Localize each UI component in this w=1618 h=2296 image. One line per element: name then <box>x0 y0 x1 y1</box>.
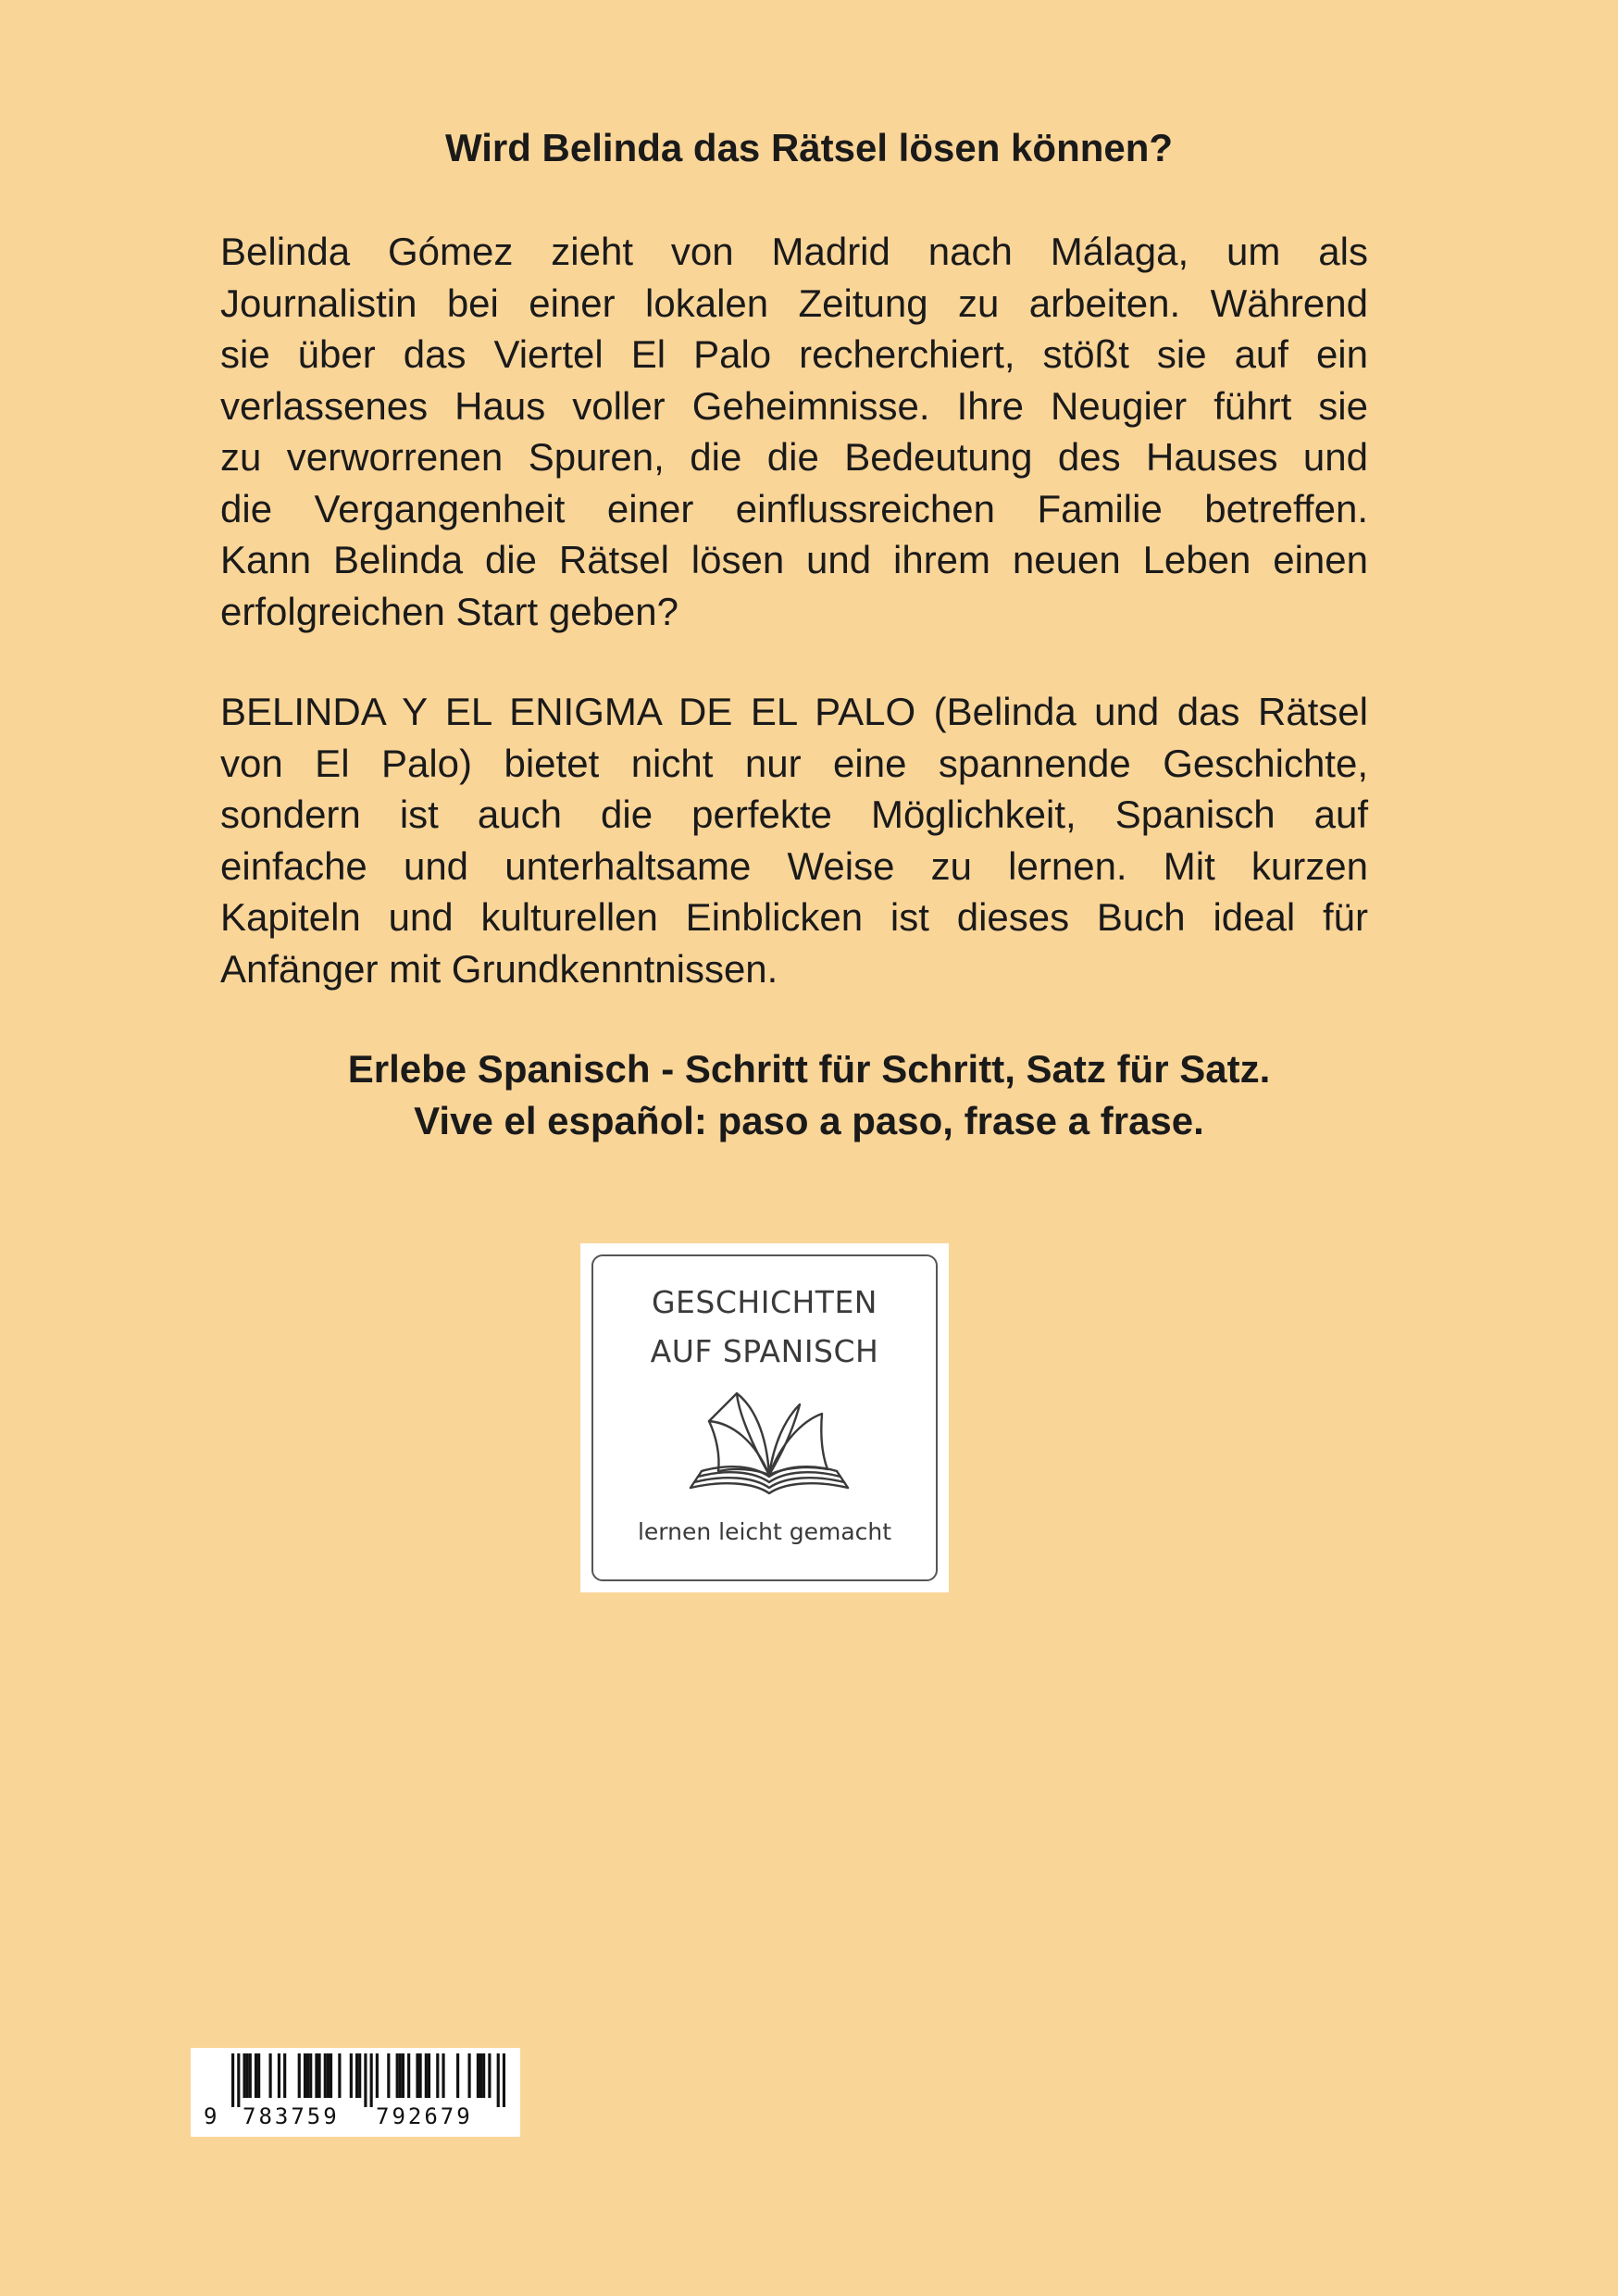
synopsis-line: Journalistin bei einer lokalen Zeitung zu arbeiten. Während <box>220 281 1368 325</box>
barcode-bar <box>503 2053 505 2107</box>
description-line: einfache und unterhaltsame Weise zu lernen. Mit kurzen <box>220 843 1368 888</box>
barcode-left-digits: 783759 <box>243 2103 340 2129</box>
description-line: BELINDA Y EL ENIGMA DE EL PALO (Belinda und das Rätsel <box>220 690 1368 733</box>
barcode-bar <box>350 2053 353 2098</box>
barcode-bar <box>283 2053 286 2098</box>
synopsis-line: die Vergangenheit einer einflussreichen Familie betreffen. <box>220 486 1368 530</box>
barcode-bars <box>231 2053 505 2107</box>
description-line: von El Palo) bietet nicht nur eine spannende Geschichte, <box>220 741 1368 785</box>
barcode-bar <box>364 2053 367 2107</box>
description-line: Kapiteln und kulturellen Einblicken ist dieses Buch ideal für <box>220 895 1368 939</box>
barcode-bar <box>257 2053 260 2098</box>
open-book-icon <box>681 1386 857 1495</box>
barcode-right-digits: 792679 <box>376 2103 473 2129</box>
barcode-bar <box>425 2053 428 2098</box>
description-paragraph <box>220 686 1368 994</box>
barcode-bar <box>399 2053 402 2098</box>
barcode-bar <box>309 2053 312 2098</box>
barcode-bar <box>327 2053 330 2098</box>
barcode-bar <box>338 2053 341 2098</box>
barcode-bar <box>317 2053 320 2098</box>
barcode-bar <box>255 2053 257 2098</box>
description-line: sondern ist auch die perfekte Möglichkeit, Spanisch auf <box>220 792 1368 836</box>
barcode-bar <box>246 2053 249 2098</box>
barcode-bar <box>249 2053 252 2098</box>
barcode-bar <box>355 2053 358 2098</box>
barcode-bar <box>231 2053 234 2107</box>
barcode-bar <box>407 2053 410 2098</box>
barcode-bar <box>479 2053 482 2098</box>
barcode-bar <box>358 2053 361 2098</box>
barcode-bar <box>376 2053 379 2098</box>
barcode-bar <box>315 2053 317 2098</box>
synopsis-line: verlassenes Haus voller Geheimnisse. Ihre Neugier führt sie <box>220 383 1368 428</box>
barcode-bar <box>330 2053 332 2098</box>
synopsis-line: sie über das Viertel El Palo recherchiert, stößt sie auf ein <box>220 332 1368 376</box>
barcode-bar <box>278 2053 280 2098</box>
tagline-german: Erlebe Spanisch - Schritt für Schritt, Satz für Satz. <box>347 1047 1271 1091</box>
barcode-bar <box>269 2053 272 2098</box>
synopsis-paragraph <box>220 226 1368 637</box>
barcode-bar <box>243 2053 245 2098</box>
barcode-bar <box>419 2053 422 2098</box>
series-logo <box>580 1243 949 1592</box>
barcode-bar <box>467 2053 470 2098</box>
synopsis-line: Belinda Gómez zieht von Madrid nach Málaga, um als <box>220 230 1368 273</box>
barcode-bar <box>482 2053 485 2098</box>
synopsis-line: erfolgreichen Start geben? <box>220 589 678 633</box>
description-line: Anfänger mit Grundkenntnissen. <box>220 946 778 991</box>
barcode-bar <box>456 2053 459 2098</box>
tagline-spanish: Vive el español: paso a paso, frase a frase. <box>414 1099 1204 1142</box>
barcode-bar <box>306 2053 309 2098</box>
series-logo-frame <box>591 1254 938 1581</box>
barcode-bar <box>436 2053 439 2098</box>
barcode-bar <box>442 2053 444 2098</box>
barcode-lead-digit: 9 <box>204 2103 220 2129</box>
barcode-bar <box>477 2053 479 2098</box>
barcode-bar <box>237 2053 240 2107</box>
synopsis-line: zu verworrenen Spuren, die die Bedeutung des Hauses und <box>220 435 1368 479</box>
barcode-bar <box>370 2053 373 2107</box>
barcode-bar <box>298 2053 301 2098</box>
barcode-bar <box>324 2053 327 2098</box>
barcode-bar <box>497 2053 500 2107</box>
series-logo-subtitle: lernen leicht gemacht <box>637 1518 892 1545</box>
barcode-bar <box>416 2053 418 2098</box>
barcode-bar <box>428 2053 430 2098</box>
barcode-bar <box>396 2053 399 2098</box>
back-cover-heading: Wird Belinda das Rätsel lösen können? <box>444 126 1174 169</box>
series-logo-line1: GESCHICHTEN <box>651 1284 877 1320</box>
barcode-bar <box>304 2053 306 2098</box>
barcode-bar <box>402 2053 404 2098</box>
barcode-bar <box>488 2053 491 2098</box>
isbn-barcode <box>191 2048 520 2137</box>
synopsis-line: Kann Belinda die Rätsel lösen und ihrem neuen Leben einen <box>220 538 1368 581</box>
barcode-bar <box>387 2053 390 2098</box>
series-logo-line2: AUF SPANISCH <box>650 1333 879 1369</box>
